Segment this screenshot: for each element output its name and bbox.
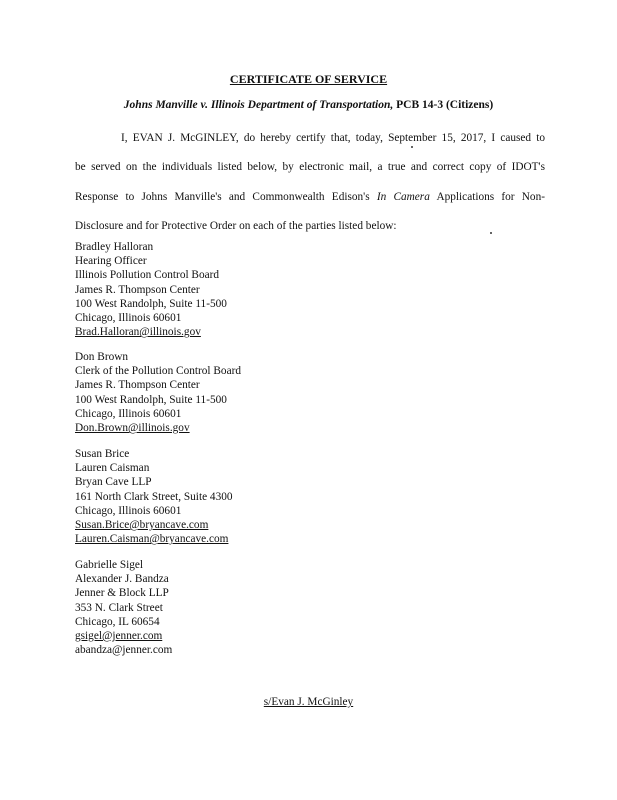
email-link[interactable]: Susan.Brice@bryancave.com: [75, 519, 209, 532]
address-line: 353 N. Clark Street: [75, 601, 163, 614]
email-link[interactable]: gsigel@jenner.com: [75, 630, 163, 643]
address-line: Don Brown: [75, 351, 129, 363]
address-line: 161 North Clark Street, Suite 4300: [75, 490, 233, 503]
certification-paragraph: [75, 124, 545, 241]
service-entry-brown: [75, 350, 241, 435]
address-line: Bryan Cave LLP: [75, 476, 152, 489]
address-line: James R. Thompson Center: [75, 379, 200, 392]
address-line: 100 West Randolph, Suite 11-500: [75, 393, 227, 406]
address-line: Hearing Officer: [75, 255, 147, 268]
paragraph-line-4: Disclosure and for Protective Order on each of the parties listed below:: [75, 219, 397, 232]
paragraph-line-2: be served on the individuals listed below, by electronic mail, a true and correct copy of IDOT's: [75, 161, 545, 174]
email-link[interactable]: Lauren.Caisman@bryancave.com: [75, 533, 229, 546]
address-line: Lauren Caisman: [75, 462, 150, 475]
email-link[interactable]: Don.Brown@illinois.gov: [75, 422, 190, 435]
case-number: PCB 14-3 (Citizens): [396, 99, 494, 111]
address-line: Chicago, Illinois 60601: [75, 407, 182, 420]
address-line: Chicago, Illinois 60601: [75, 504, 182, 517]
address-line: Chicago, IL 60654: [75, 615, 160, 628]
paragraph-line-3: Response to Johns Manville's and Commonwealth Edison's In Camera Applications for Non-: [75, 190, 545, 203]
service-entry-brice: [75, 447, 233, 546]
service-entry-halloran: [75, 240, 227, 339]
address-line: James R. Thompson Center: [75, 283, 200, 296]
signature: s/Evan J. McGinley: [263, 696, 354, 708]
case-name: Johns Manville v. Illinois Department of Transportation,: [123, 99, 394, 111]
case-caption: [0, 99, 617, 111]
address-line: Chicago, Illinois 60601: [75, 312, 182, 325]
address-line: Illinois Pollution Control Board: [75, 269, 220, 282]
address-line: Susan Brice: [75, 448, 130, 460]
scan-speck: [490, 232, 492, 234]
email-link[interactable]: Brad.Halloran@illinois.gov: [75, 326, 201, 339]
service-entry-sigel: [75, 558, 172, 657]
address-line: 100 West Randolph, Suite 11-500: [75, 297, 227, 310]
address-line: Gabrielle Sigel: [75, 559, 144, 571]
address-line: Clerk of the Pollution Control Board: [75, 365, 241, 378]
paragraph-line-1: I, EVAN J. McGINLEY, do hereby certify that, today, September 15, 2017, I caused to: [121, 132, 545, 144]
address-line: Bradley Halloran: [75, 241, 154, 253]
address-line: Jenner & Block LLP: [75, 587, 169, 600]
address-line: Alexander J. Bandza: [75, 573, 169, 586]
page-title: CERTIFICATE OF SERVICE: [229, 72, 388, 86]
email-text[interactable]: abandza@jenner.com: [75, 644, 173, 657]
scan-speck: [411, 146, 413, 148]
